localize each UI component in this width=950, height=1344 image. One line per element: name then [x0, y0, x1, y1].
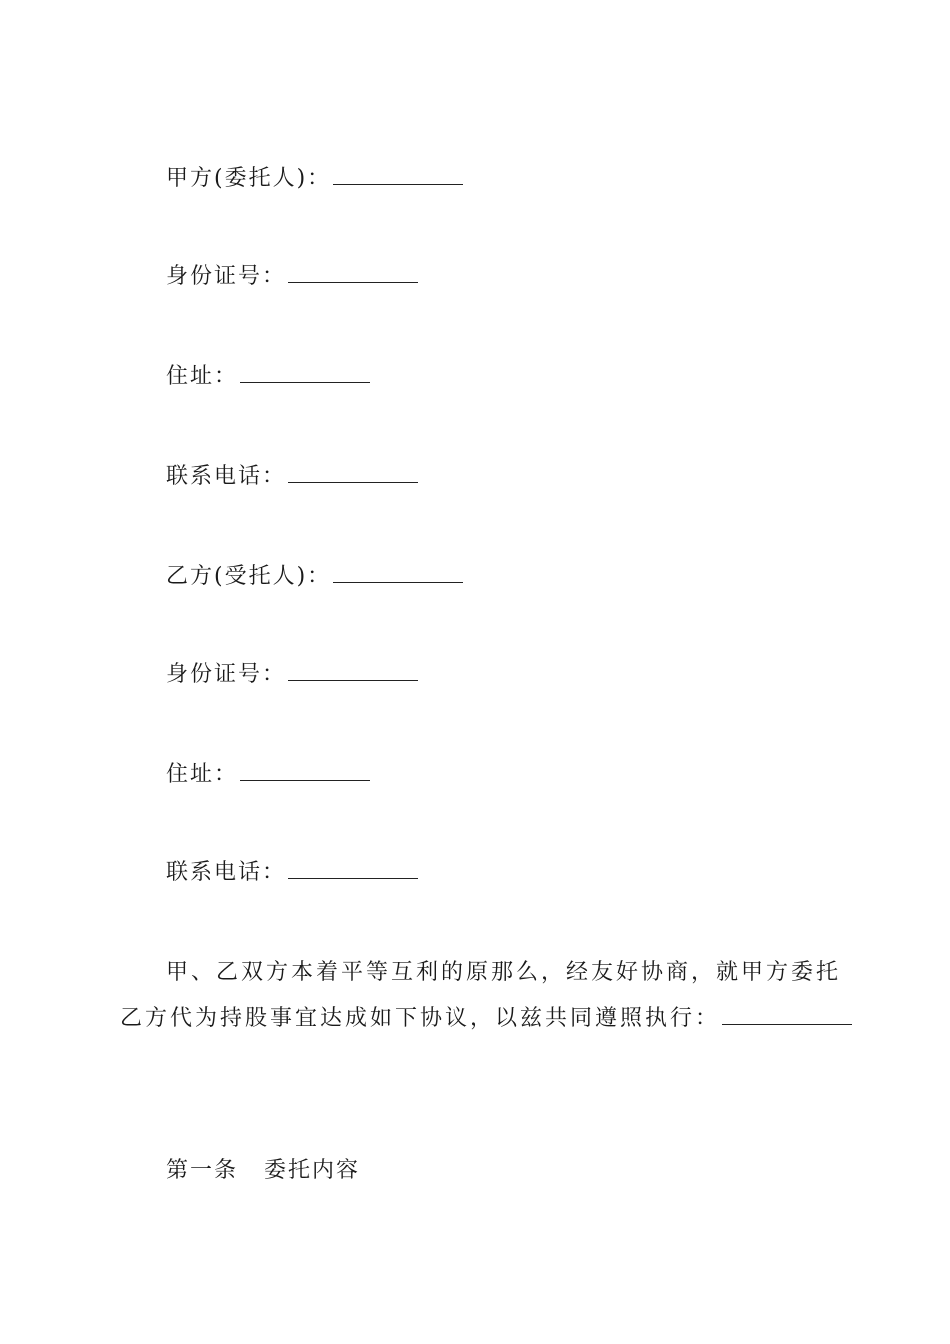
party-b-id-label: 身份证号：: [166, 662, 287, 687]
party-a-id-label: 身份证号：: [166, 264, 287, 289]
party-a-address-line: [166, 362, 370, 392]
party-b-address-line: [166, 760, 370, 790]
party-a-id-blank[interactable]: [288, 262, 418, 283]
intro-line-1: 甲、乙双方本着平等互利的原那么，经友好协商，就甲方委托: [166, 960, 842, 985]
party-a-phone-blank[interactable]: [288, 462, 418, 483]
party-b-title-label: 乙方(受托人)：: [166, 564, 332, 589]
party-a-phone-line: [166, 462, 418, 492]
party-b-name-blank[interactable]: [333, 562, 463, 583]
party-a-title-line: [166, 164, 463, 194]
party-a-name-blank[interactable]: [333, 164, 463, 185]
party-a-address-blank[interactable]: [240, 362, 370, 383]
intro-line-2: 乙方代为持股事宜达成如下协议，以兹共同遵照执行：: [120, 1006, 721, 1031]
article-1-title: 委托内容: [264, 1158, 361, 1183]
article-1-number: 第一条: [166, 1158, 239, 1183]
party-b-id-blank[interactable]: [288, 660, 418, 681]
party-a-title-label: 甲方(委托人)：: [166, 166, 332, 191]
intro-line-2-wrap: [120, 996, 832, 1042]
party-a-phone-label: 联系电话：: [166, 464, 287, 489]
intro-paragraph: [120, 950, 842, 1042]
party-b-phone-blank[interactable]: [288, 858, 418, 879]
party-b-id-line: [166, 660, 418, 690]
party-b-address-blank[interactable]: [240, 760, 370, 781]
party-b-title-line: [166, 562, 463, 592]
party-b-phone-line: [166, 858, 418, 888]
intro-blank[interactable]: [722, 1004, 852, 1025]
party-b-address-label: 住址：: [166, 762, 239, 787]
party-b-phone-label: 联系电话：: [166, 860, 287, 885]
party-a-address-label: 住址：: [166, 364, 239, 389]
party-a-id-line: [166, 262, 418, 292]
article-1-heading: [166, 1156, 360, 1186]
